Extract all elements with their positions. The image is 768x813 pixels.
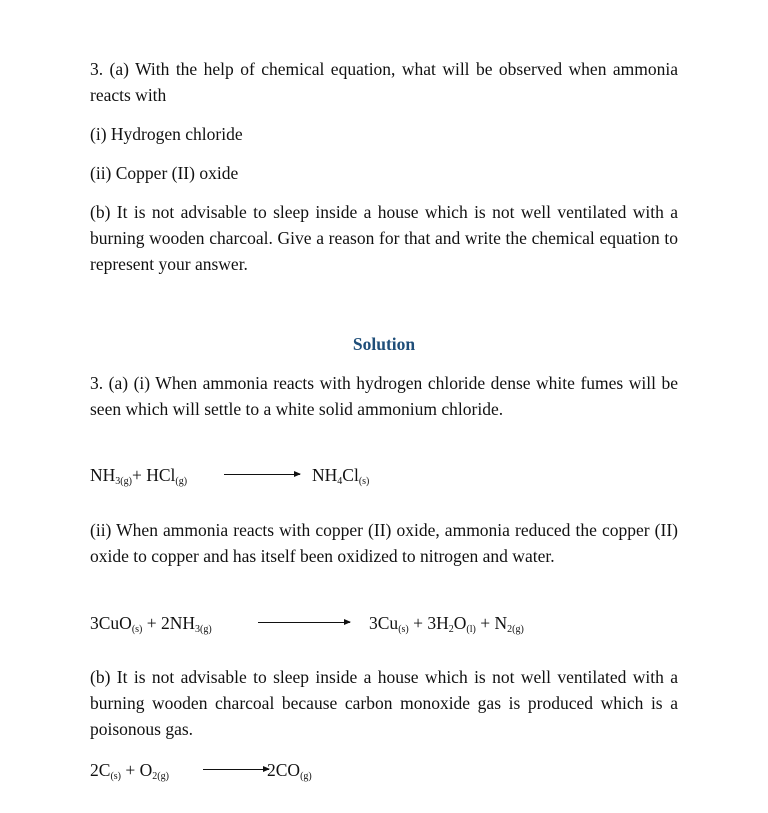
eq3-c-sub: (s)	[110, 771, 121, 782]
eq1-nh3-sub: 3(g)	[115, 476, 132, 487]
eq1-arrow-icon	[224, 474, 300, 475]
eq3-arrow-icon	[203, 769, 269, 770]
question-3a-ii: (ii) Copper (II) oxide	[90, 163, 239, 183]
eq2-arrow-icon	[258, 622, 350, 623]
solution-3a-ii-text: (ii) When ammonia reacts with copper (II) oxide, ammonia reduced the copper (II) oxide to copper and has itself been oxidized to nitrogen and water.	[90, 520, 678, 566]
solution-3b-text: (b) It is not advisable to sleep inside a house which is not well ventilated with a burning wooden charcoal because carbon monoxide gas is produced which is a poisonous gas.	[90, 667, 678, 739]
eq2-products	[369, 610, 524, 636]
eq3-o2-sub: 2(g)	[152, 771, 169, 782]
eq3-co-sub: (g)	[300, 771, 312, 782]
solution-heading: Solution	[352, 334, 416, 354]
eq2-h2o-sub: (l)	[466, 624, 476, 635]
eq2-h2o-2: 2	[448, 624, 454, 635]
eq2-cuo: 3CuO	[90, 613, 132, 633]
eq1-hcl: + HCl	[131, 465, 176, 485]
eq2-nh3-sub: 3(g)	[195, 624, 212, 635]
eq1-hcl-sub: (g)	[175, 476, 188, 487]
eq2-n2-sub: 2(g)	[507, 624, 524, 635]
solution-3a-i-text: 3. (a) (i) When ammonia reacts with hydrogen chloride dense white fumes will be seen which will settle to a white solid ammonium chloride.	[90, 373, 678, 419]
equation-ammonia-hcl	[90, 462, 678, 488]
eq1-product-nh: NH	[312, 465, 338, 485]
eq1-nh3: NH	[90, 465, 116, 485]
eq2-n2: + N	[480, 613, 508, 633]
eq2-h2o-h: + 3H	[413, 613, 449, 633]
eq1-product-cl: Cl	[342, 465, 359, 485]
question-3a-i: (i) Hydrogen chloride	[90, 124, 243, 144]
eq3-c: 2C	[90, 760, 111, 780]
equation-carbon-monoxide	[90, 757, 678, 783]
eq2-cu-sub: (s)	[398, 624, 409, 635]
eq1-product-sub: (s)	[358, 476, 370, 487]
eq2-cuo-sub: (s)	[131, 624, 143, 635]
eq1-products	[312, 462, 369, 488]
eq2-nh3: + 2NH	[146, 613, 196, 633]
question-3b: (b) It is not advisable to sleep inside a house which is not well ventilated with a burning wooden charcoal. Give a reason for that and write the chemical equation to represent your answer.	[90, 202, 678, 274]
eq2-cu: 3Cu	[369, 613, 399, 633]
eq1-product-4: 4	[337, 476, 343, 487]
eq2-h2o-o: O	[453, 613, 467, 633]
equation-copper-oxide	[90, 610, 678, 636]
eq3-co: 2CO	[267, 760, 301, 780]
eq3-o2: + O	[125, 760, 153, 780]
eq1-reactants	[90, 462, 187, 488]
question-3a-intro: 3. (a) With the help of chemical equation, what will be observed when ammonia reacts with	[90, 59, 678, 105]
eq3-reactants	[90, 757, 169, 783]
eq2-reactants	[90, 610, 212, 636]
eq3-products	[267, 757, 312, 783]
